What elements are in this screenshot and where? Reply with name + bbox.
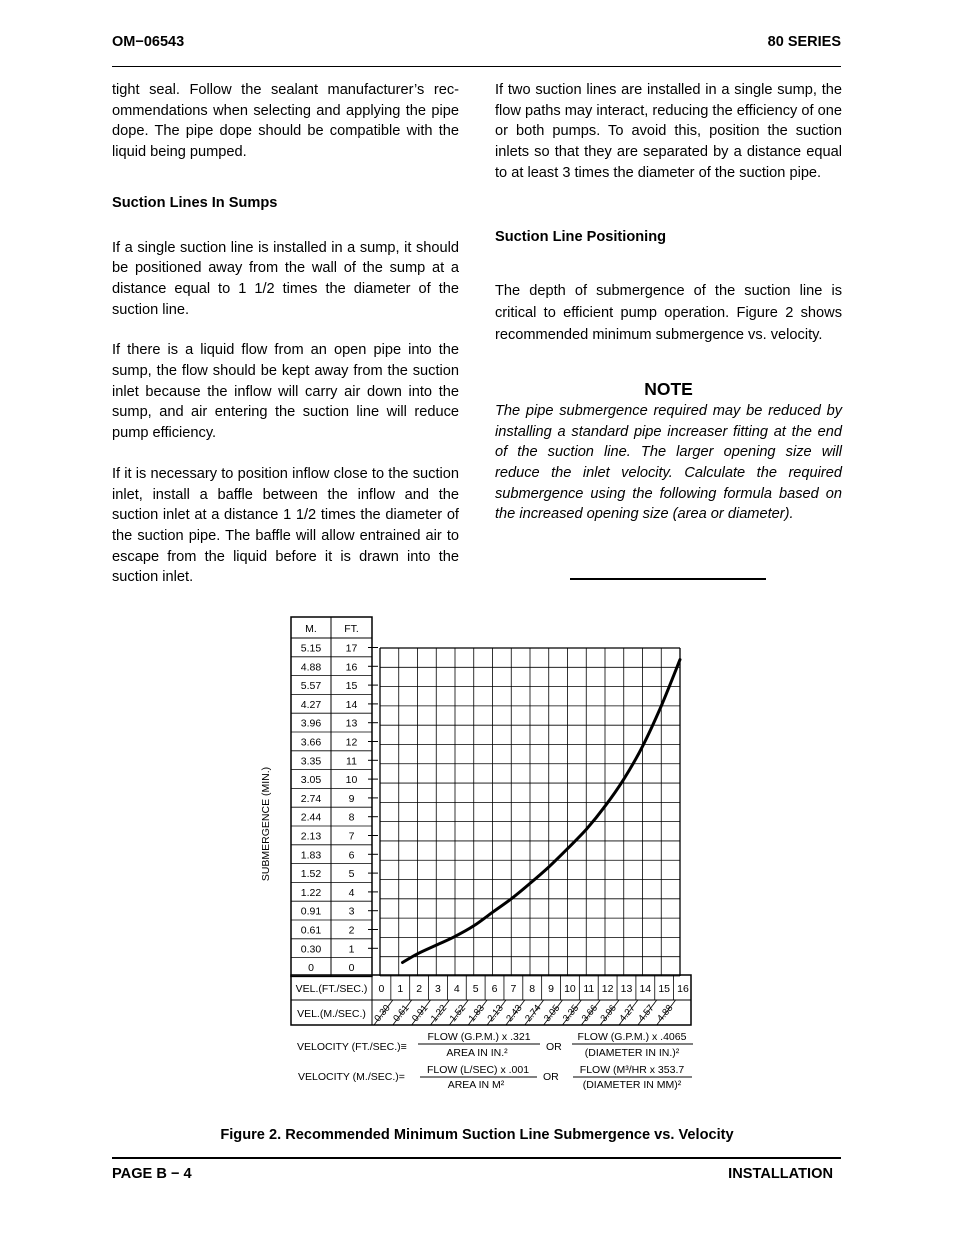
- y-axis-label: SUBMERGENCE (MIN.): [260, 766, 272, 882]
- y-tick-m: 4.27: [300, 698, 322, 711]
- x-tick-m: 3.66: [579, 1002, 601, 1025]
- y-tick-ft: 11: [346, 755, 357, 768]
- y-tick-m: 1.83: [300, 849, 322, 862]
- y-tick-ft: 5: [348, 868, 355, 881]
- formula-m-num1: FLOW (L/SEC) x .001: [426, 1064, 530, 1076]
- y-tick-m: 0.91: [300, 905, 322, 918]
- x-tick-m: 4.57: [636, 1002, 657, 1025]
- x-axis-label-ft: VEL.(FT./SEC.): [295, 983, 368, 995]
- y-tick-ft: 9: [348, 792, 355, 805]
- doc-id: OM−06543: [112, 34, 185, 50]
- y-tick-ft: 6: [348, 849, 355, 862]
- x-tick-ft: 10: [564, 983, 576, 995]
- velocity-formula: [297, 1031, 693, 1091]
- x-tick-ft: 16: [677, 983, 689, 995]
- x-tick-ft: 15: [658, 983, 671, 995]
- x-axis-label-m: VEL.(M./SEC.): [297, 1008, 366, 1020]
- x-tick-m: 3.35: [560, 1002, 582, 1025]
- y-tick-m: 3.35: [300, 755, 322, 768]
- x-tick-m: 4.88: [655, 1002, 676, 1025]
- x-tick-ft: 5: [472, 983, 479, 995]
- y-tick-m: 4.88: [300, 661, 322, 674]
- x-tick-ft: 4: [453, 983, 460, 995]
- y-tick-ft: 3: [348, 905, 355, 918]
- y-tick-m: 2.74: [300, 792, 322, 805]
- x-tick-ft: 6: [491, 983, 498, 995]
- paragraph-sealant: tight seal. Follow the sealant manufacturer’s recommendations when selecting and applying the pipe dope. The pipe dope should be compatible with the liquid being pumped.: [112, 82, 459, 161]
- page-number: PAGE B − 4: [112, 1166, 192, 1182]
- note-title: NOTE: [644, 379, 693, 400]
- footer-rule: [112, 1157, 841, 1159]
- x-tick-m: 1.52: [447, 1002, 469, 1025]
- x-tick-ft: 1: [397, 983, 404, 995]
- y-tick-m: 0: [308, 962, 314, 975]
- paragraph-submergence-depth: The depth of submergence of the suction line is critical to efficient pump operation. Figure 2 shows recommended minimum submergence vs. velocity.: [495, 283, 842, 344]
- y-tick-ft: 7: [348, 830, 355, 843]
- x-tick-m: 0.91: [410, 1002, 431, 1025]
- y-tick-ft: 1: [348, 943, 355, 956]
- x-tick-ft: 0: [378, 983, 385, 995]
- y-tick-m: 0.30: [300, 943, 322, 956]
- formula-ft-den2: (DIAMETER IN IN.)²: [584, 1047, 680, 1059]
- heading-suction-lines-in-sumps: Suction Lines In Sumps: [112, 194, 278, 211]
- x-tick-m: 3.96: [598, 1002, 619, 1025]
- x-tick-m: 3.05: [542, 1002, 563, 1025]
- y-tick-ft: 2: [348, 924, 355, 937]
- y-tick-ft: 4: [348, 886, 355, 899]
- y-tick-ft: 13: [345, 717, 358, 730]
- formula-ft-or: OR: [546, 1041, 562, 1053]
- x-tick-m: 4.27: [617, 1002, 638, 1025]
- formula-ft-num1: FLOW (G.P.M.) x .321: [427, 1031, 531, 1043]
- y-tick-ft: 10: [345, 774, 358, 787]
- y-tick-m: 1.52: [300, 868, 322, 881]
- y-tick-m: 2.44: [300, 811, 322, 824]
- y-tick-m: 3.96: [300, 717, 322, 730]
- x-tick-ft: 3: [435, 983, 441, 995]
- section-name: INSTALLATION: [728, 1166, 833, 1182]
- y-tick-ft: 16: [345, 661, 358, 674]
- paragraph-single-suction: If a single suction line is installed in a sump, it should be positioned away from the wall of the sump at a distance equal to 1 1/2 times the diameter of the suction line.: [112, 239, 459, 318]
- formula-m-or: OR: [543, 1071, 559, 1083]
- x-tick-ft: 7: [510, 983, 517, 995]
- note-body: The pipe submergence required may be reduced by installing a standard pipe increaser fitting at the end of the suction line. The larger opening size will reduce the inlet velocity. Calculate the required submergence using the following formula based on the increased opening size (area or diameter).: [495, 402, 842, 523]
- x-tick-ft: 11: [583, 983, 595, 995]
- x-tick-ft: 13: [620, 983, 633, 995]
- formula-m-den2: (DIAMETER IN MM)²: [582, 1079, 682, 1091]
- formula-m-lhs: VELOCITY (M./SEC.)=: [298, 1071, 405, 1083]
- paragraph-two-suction-lines: If two suction lines are installed in a single sump, the flow paths may interact, reducing the efficiency of one or both pumps. To avoid this, position the suction inlets so that they are separated by a distance equal to at least 3 times the diameter of the suction pipe.: [495, 82, 842, 181]
- x-tick-m: 1.83: [466, 1002, 487, 1025]
- y-tick-ft: 12: [345, 736, 358, 749]
- y-tick-m: 5.57: [300, 680, 322, 693]
- y-tick-ft: 8: [348, 811, 355, 824]
- formula-ft-lhs: VELOCITY (FT./SEC.)≡: [297, 1041, 407, 1053]
- heading-suction-line-positioning: Suction Line Positioning: [495, 228, 667, 245]
- y-tick-m: 2.13: [300, 830, 322, 843]
- y-tick-ft: 15: [345, 680, 358, 693]
- y-tick-m: 0.61: [300, 924, 322, 937]
- x-tick-ft: 9: [548, 983, 554, 995]
- x-tick-m: 2.74: [523, 1002, 544, 1025]
- formula-m-den1: AREA IN M²: [447, 1079, 505, 1091]
- formula-ft-num2: FLOW (G.P.M.) x .4065: [577, 1031, 687, 1043]
- paragraph-baffle: If it is necessary to position inflow close to the suction inlet, install a baffle between the inflow and the suction inlet at a distance 1 1/2 times the diameter of the suction pipe. The baffle will allow entrained air to escape from the liquid before it is drawn into the suction inlet.: [112, 465, 459, 586]
- x-tick-m: 1.22: [428, 1002, 450, 1025]
- submergence-curve: [403, 660, 681, 963]
- x-tick-ft: 2: [416, 983, 423, 995]
- x-tick-m: 0.61: [391, 1002, 412, 1025]
- formula-ft-den1: AREA IN IN.²: [446, 1047, 508, 1059]
- chart-curve-group: [403, 660, 681, 963]
- y-tick-m: 5.15: [300, 642, 322, 655]
- x-tick-ft: 12: [601, 983, 614, 995]
- x-tick-m: 2.13: [485, 1002, 506, 1025]
- figure-caption: Figure 2. Recommended Minimum Suction Line Submergence vs. Velocity: [220, 1127, 734, 1143]
- series-label: 80 SERIES: [767, 34, 841, 50]
- y-tick-ft: 14: [345, 698, 358, 711]
- axis-table: [260, 617, 378, 976]
- y-header-ft: FT.: [344, 623, 359, 635]
- x-tick-ft: 8: [529, 983, 536, 995]
- y-tick-ft: 0: [348, 962, 355, 975]
- x-tick-m: 0.30: [372, 1002, 393, 1025]
- y-tick-m: 1.22: [300, 886, 322, 899]
- y-tick-ft: 17: [345, 642, 358, 655]
- y-tick-m: 3.05: [300, 774, 322, 787]
- paragraph-liquid-flow: If there is a liquid flow from an open pipe into the sump, the flow should be kept away from the suction inlet because the inflow will carry air down into the sump, and air entering the suction line will reduce pump efficiency.: [112, 342, 459, 442]
- x-tick-ft: 14: [639, 983, 652, 995]
- y-tick-m: 3.66: [300, 736, 322, 749]
- y-header-m: M.: [305, 623, 317, 635]
- x-tick-m: 2.43: [504, 1002, 525, 1025]
- formula-m-num2: FLOW (M³/HR x 353.7: [579, 1064, 685, 1076]
